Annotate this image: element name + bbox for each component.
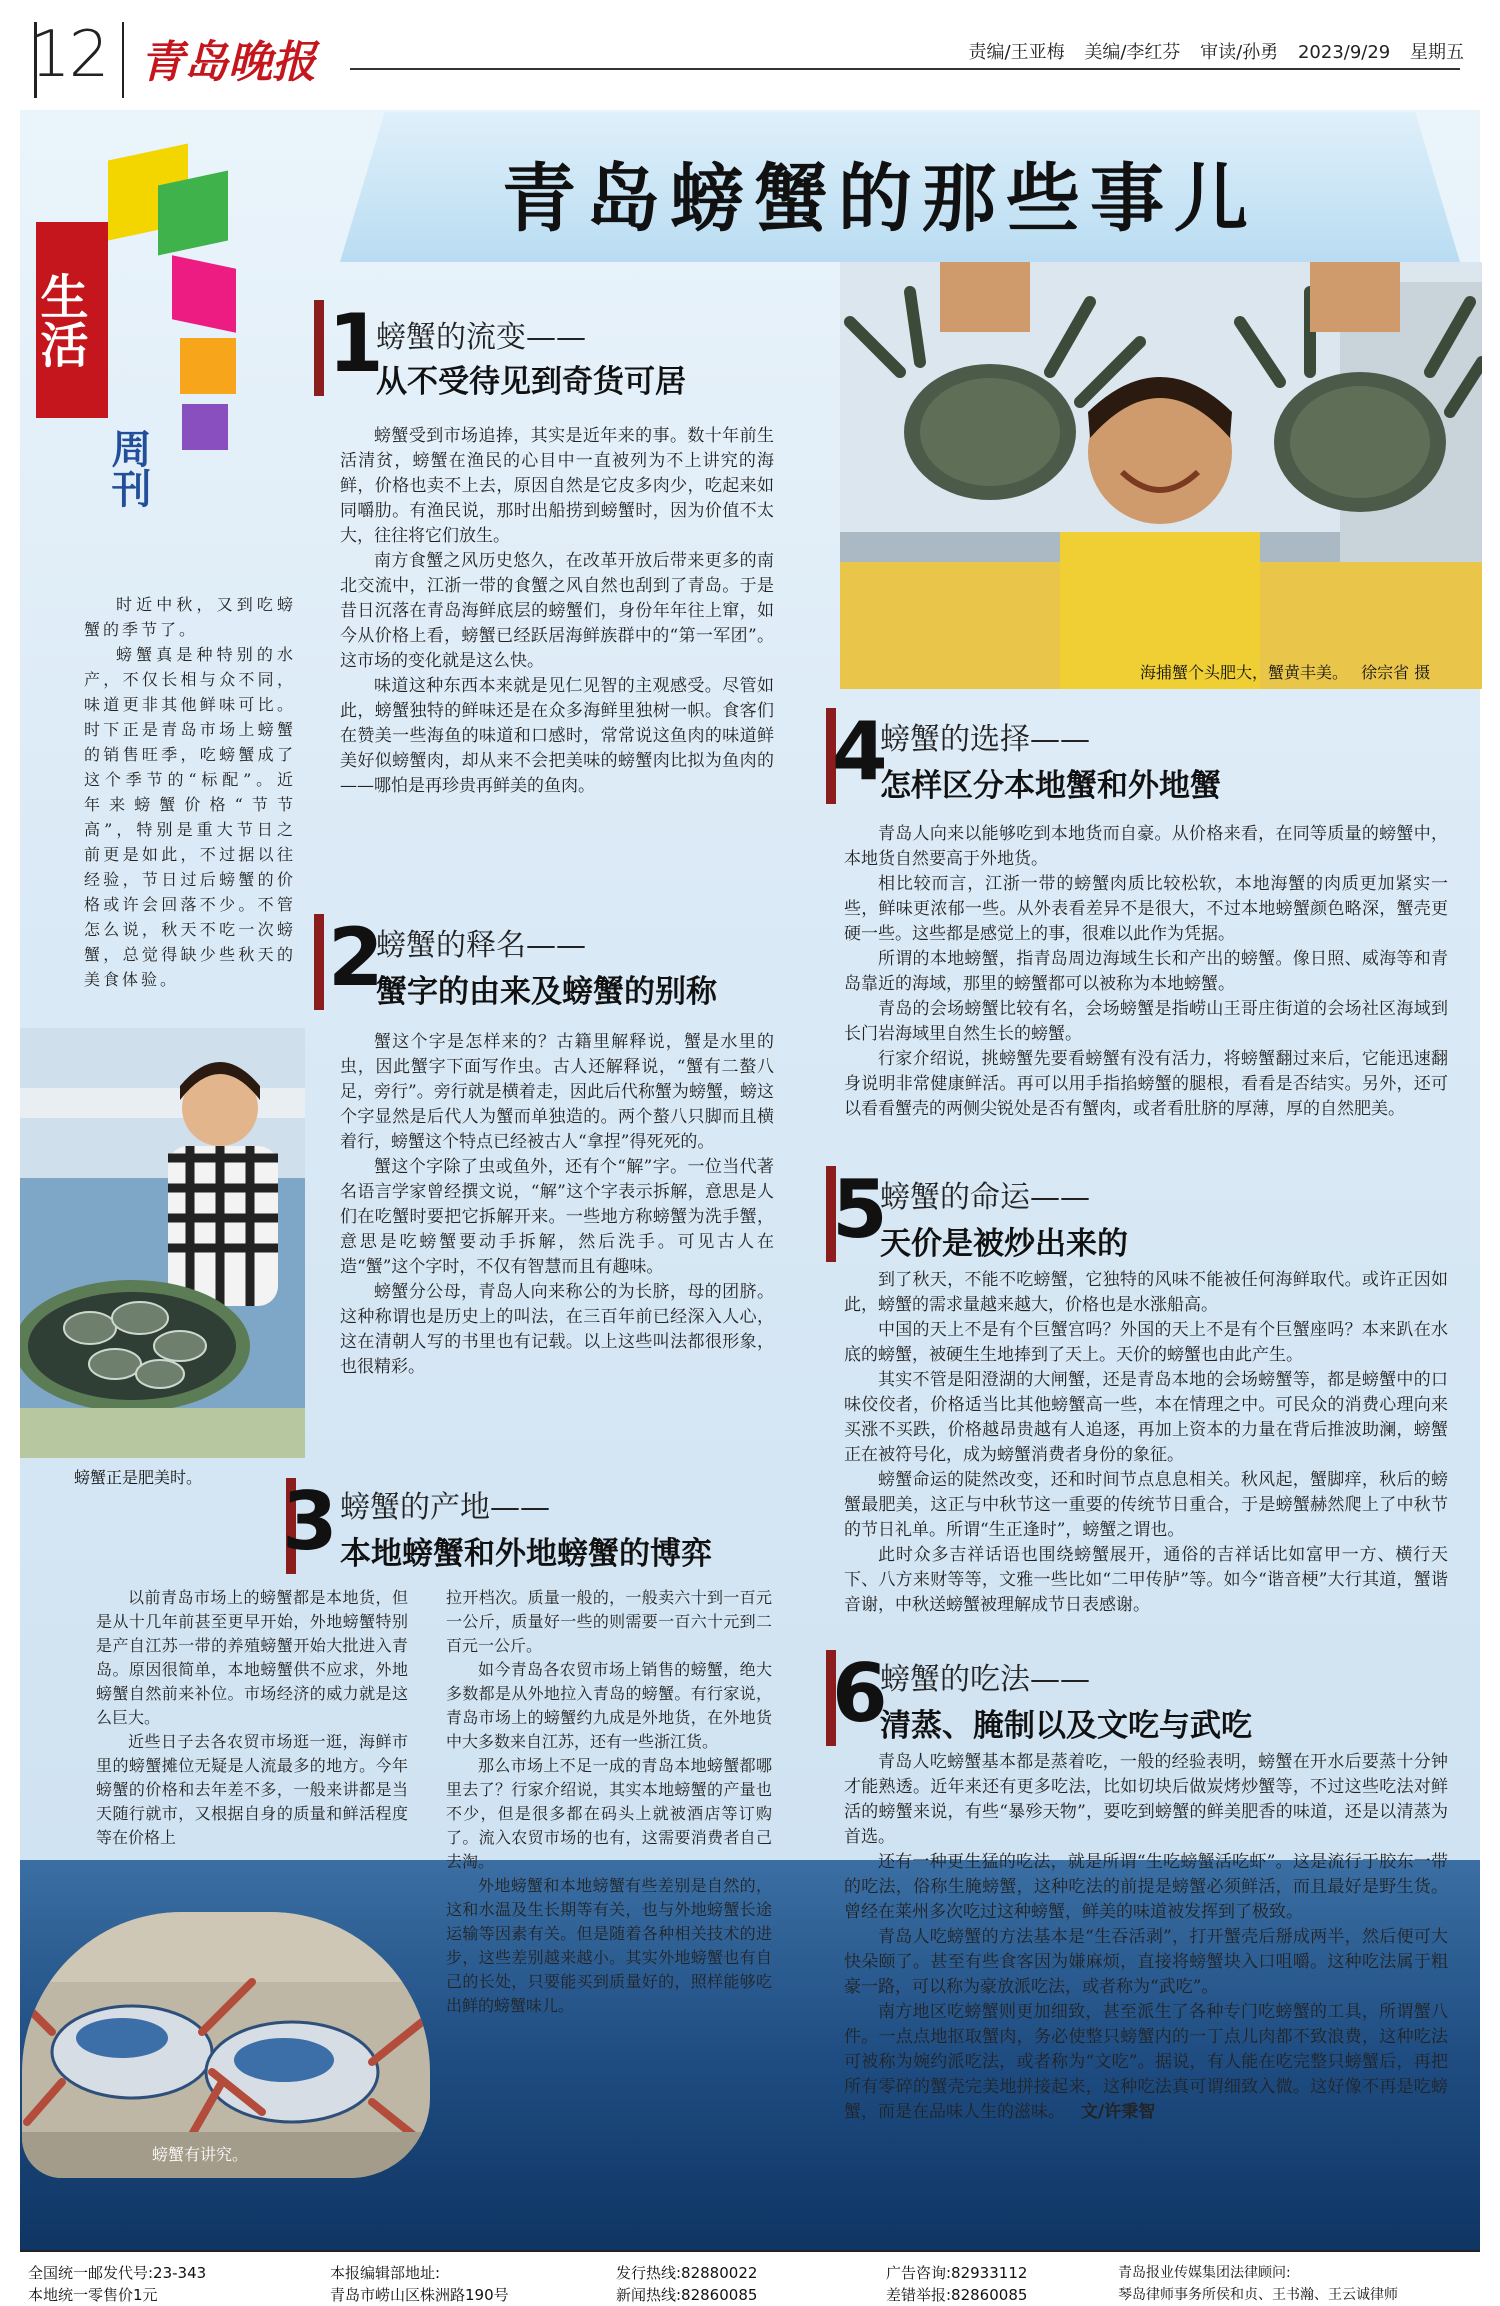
column-subtag: 周刊 [105, 428, 152, 508]
section-2-number: 2 [328, 911, 384, 1004]
paragraph: 此时众多吉祥话语也围绕螃蟹展开，通俗的吉祥话比如富甲一方、横行天下、八方来财等等，文雅一些比如“二甲传胪”等。如今“谐音梗”大行其道，蟹谐音谢，中秋送螃蟹被理解成节日表感谢。 [844, 1545, 1448, 1615]
decor-cube-orange [180, 338, 236, 394]
footer-line: 青岛市崂山区株洲路190号 [330, 2286, 509, 2304]
section-1-number: 1 [328, 297, 384, 390]
footer-block-hotline [616, 2262, 757, 2306]
intro-paragraph: 螃蟹真是种特别的水产，不仅长相与众不同，味道更非其他鲜味可比。时下正是青岛市场上螃蟹的销售旺季，吃螃蟹成了这个季节的“标配”。近年来螃蟹价格“节节高”，特别是重大节日之前更是如此，不过据以往经验，节日过后螃蟹的价格或许会回落不少。不管怎么说，秋天不吃一次螃蟹，总觉得缺少些秋天的美食体验。 [84, 645, 296, 989]
issue-weekday: 星期五 [1410, 42, 1464, 63]
newspaper-name: 青岛晚报 [140, 37, 316, 88]
footer-line: 青岛报业传媒集团法律顾问: [1118, 2265, 1291, 2281]
section-3-body-col2 [446, 1586, 772, 2018]
footer-line: 广告咨询:82933112 [886, 2264, 1028, 2282]
intro-text [84, 592, 296, 992]
decor-cube-pink [172, 255, 236, 333]
photo-caption-text: 海捕蟹个头肥大，蟹黄丰美。 [1140, 663, 1349, 682]
footer-line: 发行热线:82880022 [616, 2264, 758, 2282]
proofreader-credit: 审读/孙勇 [1200, 42, 1279, 63]
section-5-heading: 螃蟹的命运—— [880, 1180, 1090, 1215]
section-4-heading: 螃蟹的选择—— [880, 722, 1090, 757]
paragraph: 那么市场上不足一成的青岛本地螃蟹都哪里去了？行家介绍说，其实本地螃蟹的产量也不少，但是很多都在码头上就被酒店等订购了。流入农贸市场的也有，这需要消费者自己去淘。 [446, 1756, 772, 1871]
paragraph: 螃蟹分公母，青岛人向来称公的为长脐，母的团脐。这种称谓也是历史上的叫法，在三百年前已经深入人心，这在清朝人写的书里也有记载。以上这些叫法都很形象，也很精彩。 [340, 1282, 774, 1377]
paragraph: 螃蟹命运的陡然改变，还和时间节点息息相关。秋风起，蟹脚痒，秋后的螃蟹最肥美，这正与中秋节这一重要的传统节日重合，于是螃蟹赫然爬上了中秋节的节日礼单。所谓“生正逢时”，螃蟹之谓也。 [844, 1470, 1448, 1540]
header-meta [955, 38, 1464, 64]
section-5-body [844, 1268, 1448, 1618]
section-2-heading: 螃蟹的释名—— [376, 928, 586, 963]
photo-caption-vendor: 螃蟹正是肥美时。 [74, 1468, 203, 1487]
section-3-subheading: 本地螃蟹和外地螃蟹的博弈 [340, 1536, 712, 1572]
designer-credit: 美编/李红芬 [1084, 42, 1181, 63]
page-number: 12 [30, 18, 108, 92]
paragraph: 青岛人吃螃蟹的方法基本是“生吞活剥”，打开蟹壳后掰成两半，然后便可大快朵颐了。甚至有些食客因为嫌麻烦，直接将螃蟹块入口咀嚼。这种吃法属于粗豪一路，可以称为豪放派吃法，或者称为“武吃”。 [844, 1927, 1448, 1997]
section-4-number: 4 [832, 705, 888, 798]
paragraph: 所谓的本地螃蟹，指青岛周边海域生长和产出的螃蟹。像日照、威海等和青岛靠近的海域，那里的螃蟹都可以被称为本地螃蟹。 [844, 949, 1448, 994]
section-3-heading: 螃蟹的产地—— [340, 1490, 550, 1525]
photo-fisherman [840, 262, 1482, 689]
paragraph: 青岛的会场螃蟹比较有名，会场螃蟹是指崂山王哥庄街道的会场社区海域到长门岩海域里自然生长的螃蟹。 [844, 999, 1448, 1044]
footer-block-address [330, 2262, 509, 2306]
paragraph: 蟹这个字是怎样来的？古籍里解释说，蟹是水里的虫，因此蟹字下面写作虫。古人还解释说，“蟹有二螯八足，旁行”。旁行就是横着走，因此后代称蟹为螃蟹，螃这个字显然是后代人为蟹而单独造的。两个螯八只脚而且横着行，螃蟹这个特点已经被古人“拿捏”得死死的。 [340, 1032, 774, 1152]
section-5-subheading: 天价是被炒出来的 [880, 1226, 1128, 1262]
paragraph: 相比较而言，江浙一带的螃蟹肉质比较松软，本地海蟹的肉质更加紧实一些，鲜味更浓郁一些。从外表看差异不是很大，不过本地螃蟹颜色略深，蟹壳更硬一些。这些都是感觉上的事，很难以此作为凭据。 [844, 874, 1448, 944]
paragraph: 还有一种更生猛的吃法，就是所谓“生吃螃蟹活吃虾”。这是流行于胶东一带的吃法，俗称生腌螃蟹，这种吃法的前提是螃蟹必须鲜活，而且最好是野生货。曾经在莱州多次吃过这种螃蟹，鲜美的味道被发挥到了极致。 [844, 1852, 1448, 1922]
editor-credit: 责编/王亚梅 [968, 42, 1065, 63]
section-4-subheading: 怎样区分本地蟹和外地蟹 [880, 768, 1221, 804]
paragraph: 如今青岛各农贸市场上销售的螃蟹，绝大多数都是从外地拉入青岛的螃蟹。有行家说，青岛市场上的螃蟹约九成是外地货，在外地货中大多数来自江苏，还有一些浙江货。 [446, 1660, 772, 1751]
section-6-heading: 螃蟹的吃法—— [880, 1662, 1090, 1697]
paragraph: 味道这种东西本来就是见仁见智的主观感受。尽管如此，螃蟹独特的鲜味还是在众多海鲜里独树一帜。食客们在赞美一些海鱼的味道和口感时，常常说这鱼肉的味道鲜美好似螃蟹肉，却从来不会把美味的螃蟹肉比拟为鱼肉的——哪怕是再珍贵再鲜美的鱼肉。 [340, 676, 774, 796]
fisherman-photo-illustration [840, 262, 1482, 689]
section-1-body [340, 424, 774, 799]
footer-line: 琴岛律师事务所侯和贞、王书瀚、王云诚律师 [1118, 2287, 1398, 2303]
section-5-number: 5 [832, 1163, 888, 1256]
paragraph: 青岛人吃螃蟹基本都是蒸着吃，一般的经验表明，螃蟹在开水后要蒸十分钟才能熟透。近年来还有更多吃法，比如切块后做炭烤炒蟹等，不过这些吃法对鲜活的螃蟹来说，有些“暴殄天物”，要吃到螃蟹的鲜美肥香的味道，还是以清蒸为首选。 [844, 1752, 1448, 1847]
section-4-body [844, 822, 1448, 1122]
footer-rule [20, 2250, 1480, 2252]
header-rule [350, 68, 1460, 70]
paragraph: 其实不管是阳澄湖的大闸蟹，还是青岛本地的会场螃蟹等，都是螃蟹中的口味佼佼者，价格适当比其他螃蟹高一些，本在情理之中。可民众的消费心理向来买涨不买跌，价格越昂贵越有人追逐，再加上资本的力量在背后推波助澜，螃蟹正在被符号化，成为螃蟹消费者身份的象征。 [844, 1370, 1448, 1465]
footer-line: 本地统一零售价1元 [28, 2286, 158, 2304]
column-tag: 生活 [36, 222, 108, 418]
paragraph: 到了秋天，不能不吃螃蟹，它独特的风味不能被任何海鲜取代。或许正因如此，螃蟹的需求量越来越大，价格也是水涨船高。 [844, 1270, 1448, 1315]
photo-vendor [20, 1028, 305, 1458]
footer-line: 全国统一邮发代号:23-343 [28, 2264, 207, 2282]
page-title: 青岛螃蟹的那些事儿 [502, 156, 1258, 242]
paragraph: 中国的天上不是有个巨蟹宫吗？外国的天上不是有个巨蟹座吗？本来趴在水底的螃蟹，被硬生生地捧到了天上。天价的螃蟹也由此产生。 [844, 1320, 1448, 1365]
footer-line: 差错举报:82860085 [886, 2286, 1028, 2304]
photo-crabs-closeup [22, 1912, 430, 2178]
paragraph: 拉开档次。质量一般的，一般卖六十到一百元一公斤，质量好一些的则需要一百六十元到二百元一公斤。 [446, 1588, 772, 1655]
paragraph: 行家介绍说，挑螃蟹先要看螃蟹有没有活力，将螃蟹翻过来后，它能迅速翻身说明非常健康鲜活。再可以用手指掐螃蟹的腿根，看看是否结实。另外，还可以看看蟹壳的两侧尖锐处是否有蟹肉，或者看肚脐的厚薄，厚的自然肥美。 [844, 1049, 1448, 1119]
photo-caption-fisherman [1140, 660, 1430, 683]
section-2-subheading: 蟹字的由来及螃蟹的别称 [376, 974, 717, 1010]
section-6-subheading: 清蒸、腌制以及文吃与武吃 [880, 1708, 1252, 1744]
paragraph [844, 2000, 1448, 2125]
section-1-heading: 螃蟹的流变—— [376, 320, 586, 355]
photo-caption-crabs: 螃蟹有讲究。 [152, 2145, 249, 2164]
paragraph: 外地螃蟹和本地螃蟹有些差别是自然的，这和水温及生长期等有关，也与外地螃蟹长途运输等因素有关。但是随着各种相关技术的进步，这些差别越来越小。其实外地螃蟹也有自己的长处，只要能买到质量好的，照样能够吃出鲜的螃蟹味儿。 [446, 1876, 772, 2015]
section-1-subheading: 从不受待见到奇货可居 [376, 364, 686, 400]
paragraph: 青岛人向来以能够吃到本地货而自豪。从价格来看，在同等质量的螃蟹中，本地货自然要高于外地货。 [844, 824, 1448, 869]
paragraph: 近些日子去各农贸市场逛一逛，海鲜市里的螃蟹摊位无疑是人流最多的地方。今年螃蟹的价格和去年差不多，一般来讲都是当天随行就市，又根据自身的质量和鲜活程度等在价格上 [96, 1732, 408, 1847]
footer-line: 新闻热线:82860085 [616, 2286, 758, 2304]
decor-cube-purple [182, 404, 228, 450]
intro-paragraph: 时近中秋，又到吃螃蟹的季节了。 [84, 595, 296, 639]
section-1-bar [314, 300, 324, 396]
footer-line: 本报编辑部地址: [330, 2264, 441, 2282]
footer-block-legal [1118, 2262, 1398, 2306]
section-2-bar [314, 914, 324, 1010]
footer-block-ads [886, 2262, 1027, 2306]
author-byline: 文/许秉智 [1081, 2102, 1156, 2122]
section-3-body-col1 [96, 1586, 408, 1850]
paragraph-text: 南方地区吃螃蟹则更加细致，甚至派生了各种专门吃螃蟹的工具，所谓蟹八件。一点点地抠取蟹肉，务必使整只螃蟹内的一丁点儿肉都不致浪费，这种吃法可被称为婉约派吃法，或者称为“文吃”。据说，有人能在吃完整只螃蟹后，再把所有零碎的蟹壳完美地拼接起来，这种吃法真可谓细致入微。这好像不再是吃螃蟹，而是在品味人生的滋味。 [844, 2002, 1448, 2122]
paragraph: 以前青岛市场上的螃蟹都是本地货，但是从十几年前甚至更早开始，外地螃蟹特别是产自江苏一带的养殖螃蟹开始大批进入青岛。原因很简单，本地螃蟹供不应求，外地螃蟹自然前来补位。市场经济的威力就是这么巨大。 [96, 1588, 408, 1727]
section-2-body [340, 1030, 774, 1380]
header-divider-right [122, 22, 124, 98]
paragraph: 南方食蟹之风历史悠久，在改革开放后带来更多的南北交流中，江浙一带的食蟹之风自然也刮到了青岛。于是昔日沉落在青岛海鲜底层的螃蟹们，身份年年往上窜，如今从价格上看，螃蟹已经跃居海鲜族群中的“第一军团”。这市场的变化就是这么快。 [340, 551, 774, 671]
paragraph: 蟹这个字除了虫或鱼外，还有个“解”字。一位当代著名语言学家曾经撰文说，“解”这个字表示拆解，意思是人们在吃蟹时要把它拆解开来。一些地方称螃蟹为洗手蟹，意思是吃螃蟹要动手拆解，然后洗手。可见古人在造“蟹”这个字时，不仅有智慧而且有趣味。 [340, 1157, 774, 1277]
crab-photo-illustration [22, 1912, 430, 2178]
photo-credit: 徐宗省 摄 [1361, 663, 1431, 682]
footer-block-postal [28, 2262, 206, 2306]
paragraph: 螃蟹受到市场追捧，其实是近年来的事。数十年前生活清贫，螃蟹在渔民的心目中一直被列为不上讲究的海鲜，价格也卖不上去，原因自然是它皮多肉少，吃起来如同嚼肋。有渔民说，那时出船捞到螃蟹时，因为价值不太大，往往将它们放生。 [340, 426, 774, 546]
section-6-body [844, 1750, 1448, 2125]
section-6-number: 6 [832, 1647, 888, 1740]
issue-date: 2023/9/29 [1297, 42, 1391, 63]
vendor-photo-illustration [20, 1028, 305, 1458]
decor-cube-green [158, 171, 228, 256]
section-3-number: 3 [282, 1475, 338, 1568]
